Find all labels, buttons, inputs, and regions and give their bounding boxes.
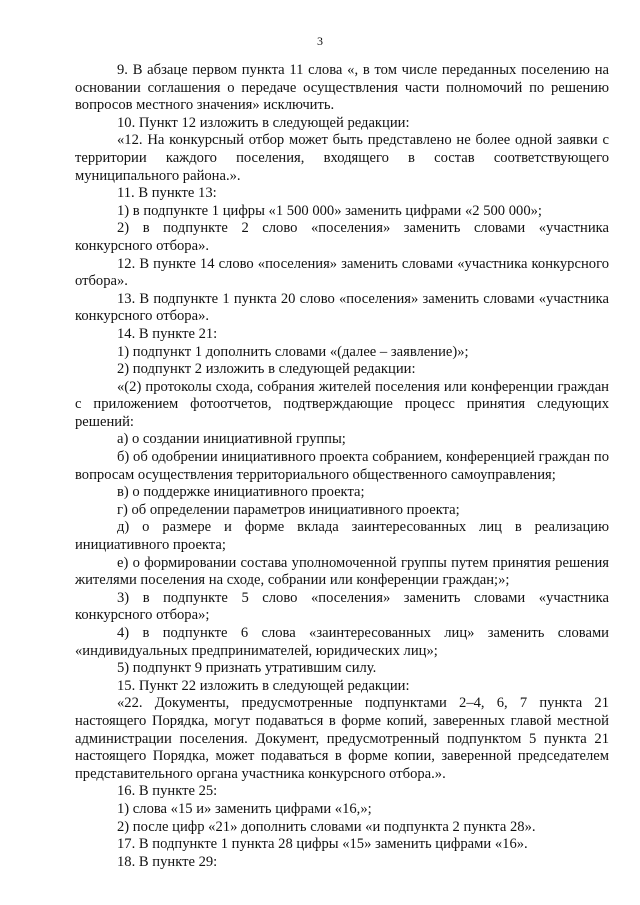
paragraph: «22. Документы, предусмотренные подпунктами 2–4, 6, 7 пункта 21 настоящего Порядка, могут подаваться в форме копий, заверенных главой местной администрации поселения. Документ, предусмотренный подпунктом 5 пункта 21 настоящего Порядка, может подаваться в форме копии, заверенной председателем представительного органа участника конкурсного отбора.». (75, 695, 609, 782)
paragraph: 11. В пункте 13: (117, 185, 217, 202)
paragraph: 1) слова «15 и» заменить цифрами «16,»; (117, 800, 372, 817)
paragraph: е) о формировании состава уполномоченной группы путем принятия решения жителями поселения на сходе, собрании или конференции граждан;»; (75, 554, 609, 589)
page-number: 3 (317, 34, 323, 48)
paragraph: 1) подпункт 1 дополнить словами «(далее – заявление)»; (117, 343, 469, 360)
paragraph: 2) после цифр «21» дополнить словами «и подпункта 2 пункта 28». (117, 818, 536, 835)
paragraph: 1) в подпункте 1 цифры «1 500 000» заменить цифрами «2 500 000»; (117, 202, 542, 219)
paragraph: 12. В пункте 14 слово «поселения» заменить словами «участника конкурсного отбора». (75, 255, 609, 290)
paragraph: 3) в подпункте 5 слово «поселения» заменить словами «участника конкурсного отбора»; (75, 589, 609, 624)
paragraph: «(2) протоколы схода, собрания жителей поселения или конференции граждан с приложением фотоотчетов, подтверждающие процесс принятия следующих решений: (75, 378, 609, 430)
paragraph: 16. В пункте 25: (117, 783, 218, 800)
paragraph: 10. Пункт 12 изложить в следующей редакции: (117, 114, 410, 131)
paragraph: 13. В подпункте 1 пункта 20 слово «поселения» заменить словами «участника конкурсного отбора». (75, 290, 609, 325)
paragraph: 9. В абзаце первом пункта 11 слова «, в том числе переданных поселению на основании соглашения о передаче осуществления части полномочий по решению вопросов местного значения» исключить. (75, 62, 609, 114)
paragraph: 15. Пункт 22 изложить в следующей редакции: (117, 677, 410, 694)
paragraph: 5) подпункт 9 признать утратившим силу. (117, 660, 377, 677)
paragraph: 2) подпункт 2 изложить в следующей редакции: (117, 361, 416, 378)
paragraph: в) о поддержке инициативного проекта; (117, 484, 365, 501)
paragraph: а) о создании инициативной группы; (117, 431, 346, 448)
paragraph: 4) в подпункте 6 слова «заинтересованных лиц» заменить словами «индивидуальных предпринимателей, юридических лиц»; (75, 625, 609, 659)
paragraph: б) об одобрении инициативного проекта собранием, конференцией граждан по вопросам осуществления территориального общественного самоуправления; (75, 449, 609, 483)
paragraph: «12. На конкурсный отбор может быть представлено не более одной заявки с территории каждого поселения, входящего в состав соответствующего муниципального района.». (75, 132, 609, 184)
document-body (75, 62, 609, 871)
paragraph: д) о размере и форме вклада заинтересованных лиц в реализацию инициативного проекта; (75, 519, 609, 554)
paragraph: 14. В пункте 21: (117, 325, 218, 342)
paragraph: 18. В пункте 29: (117, 853, 218, 870)
paragraph: 2) в подпункте 2 слово «поселения» заменить словами «участника конкурсного отбора». (75, 220, 609, 254)
paragraph: г) об определении параметров инициативного проекта; (117, 501, 460, 518)
paragraph: 17. В подпункте 1 пункта 28 цифры «15» заменить цифрами «16». (117, 836, 528, 853)
